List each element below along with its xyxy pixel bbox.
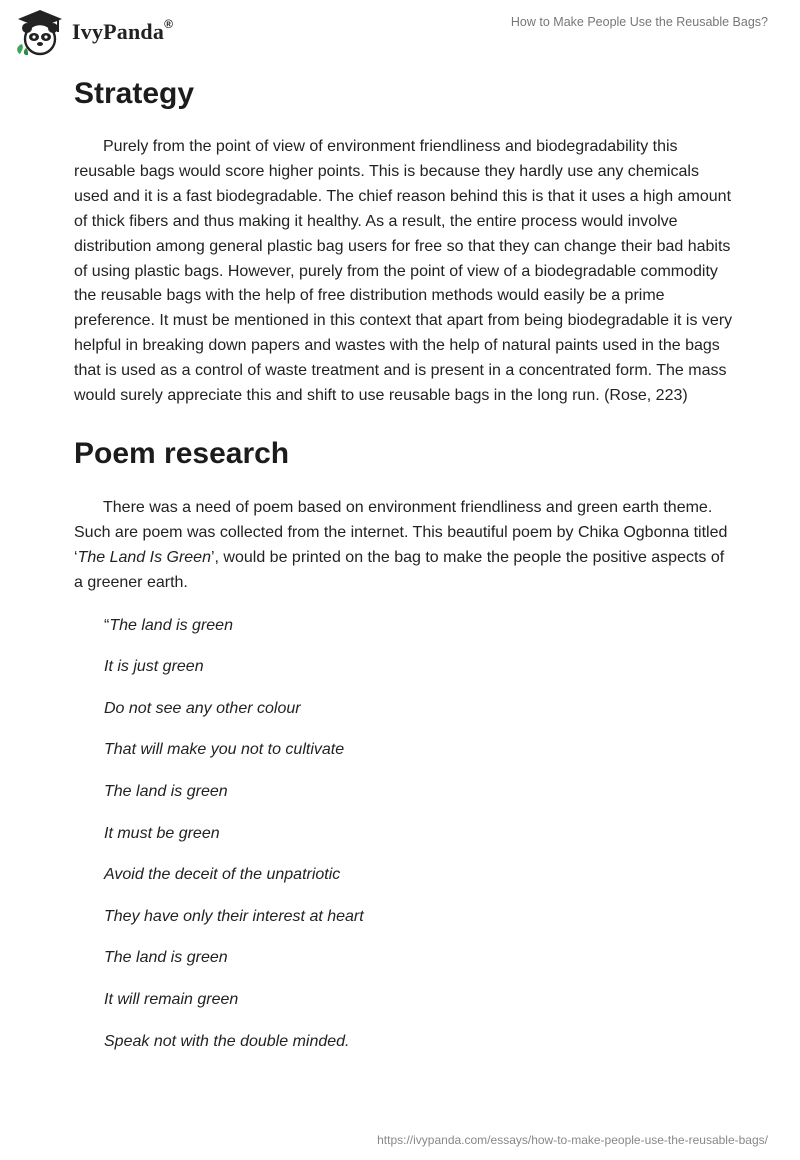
poem-line: Avoid the deceit of the unpatriotic [104,866,341,884]
poem-line: It must be green [104,824,220,842]
brand-name: IvyPanda® [72,17,174,44]
strategy-paragraph: Purely from the point of view of environment friendliness and biodegradability this reusable bags would score higher points. This is because they hardly use any chemicals used and it is a fast biodegradable. The chief reason behind this is that it uses a high amount of thick fibers and thus making it healthy. As a result, the entire process would involve distribution among general plastic bag users for free so that they can change their bad habits of using plastic bags. However, purely from the point of view of a biodegradable commodity the reusable bags with the help of free distribution methods would easily be a prime preference. It must be mentioned in this context that apart from being biodegradable it is very helpful in breaking down papers and wastes with the help of natural paints used in the bags that is used as a control of waste treatment and is present in a concentrated form. The mass would surely appreciate this and shift to use reusable bags in the long run. (Rose, 223) [74,138,733,405]
panda-graduate-icon [14,8,66,56]
running-title: How to Make People Use the Reusable Bags? [510,15,768,29]
page-header [0,0,800,64]
essay-content [74,68,734,1071]
poem-line: The land is green [104,782,228,800]
poem-line: Speak not with the double minded. [104,1032,350,1050]
section-heading-strategy: Strategy [74,77,195,110]
poem-line: Do not see any other colour [104,699,301,717]
source-url[interactable]: https://ivypanda.com/essays/how-to-make-people-use-the-reusable-bags/ [377,1133,768,1147]
poem-line: That will make you not to cultivate [104,741,345,759]
poem-research-paragraph: There was a need of poem based on environment friendliness and green earth theme. Such are poem was collected from the internet. This beautiful poem by Chika Ogbonna titled ‘The Land Is Green’, would be printed on the bag to make the people the positive aspects of a greener earth. [74,498,728,591]
section-heading-poem-research: Poem research [74,436,290,470]
poem-title: The Land Is Green [77,548,211,566]
poem-line: “The land is green [104,616,233,634]
poem-line: The land is green [104,949,228,967]
poem-line: They have only their interest at heart [104,907,364,925]
poem-line: It is just green [104,658,204,676]
poem-line: It will remain green [104,990,239,1008]
ivypanda-logo[interactable] [14,8,173,56]
poem-block [74,614,734,1054]
